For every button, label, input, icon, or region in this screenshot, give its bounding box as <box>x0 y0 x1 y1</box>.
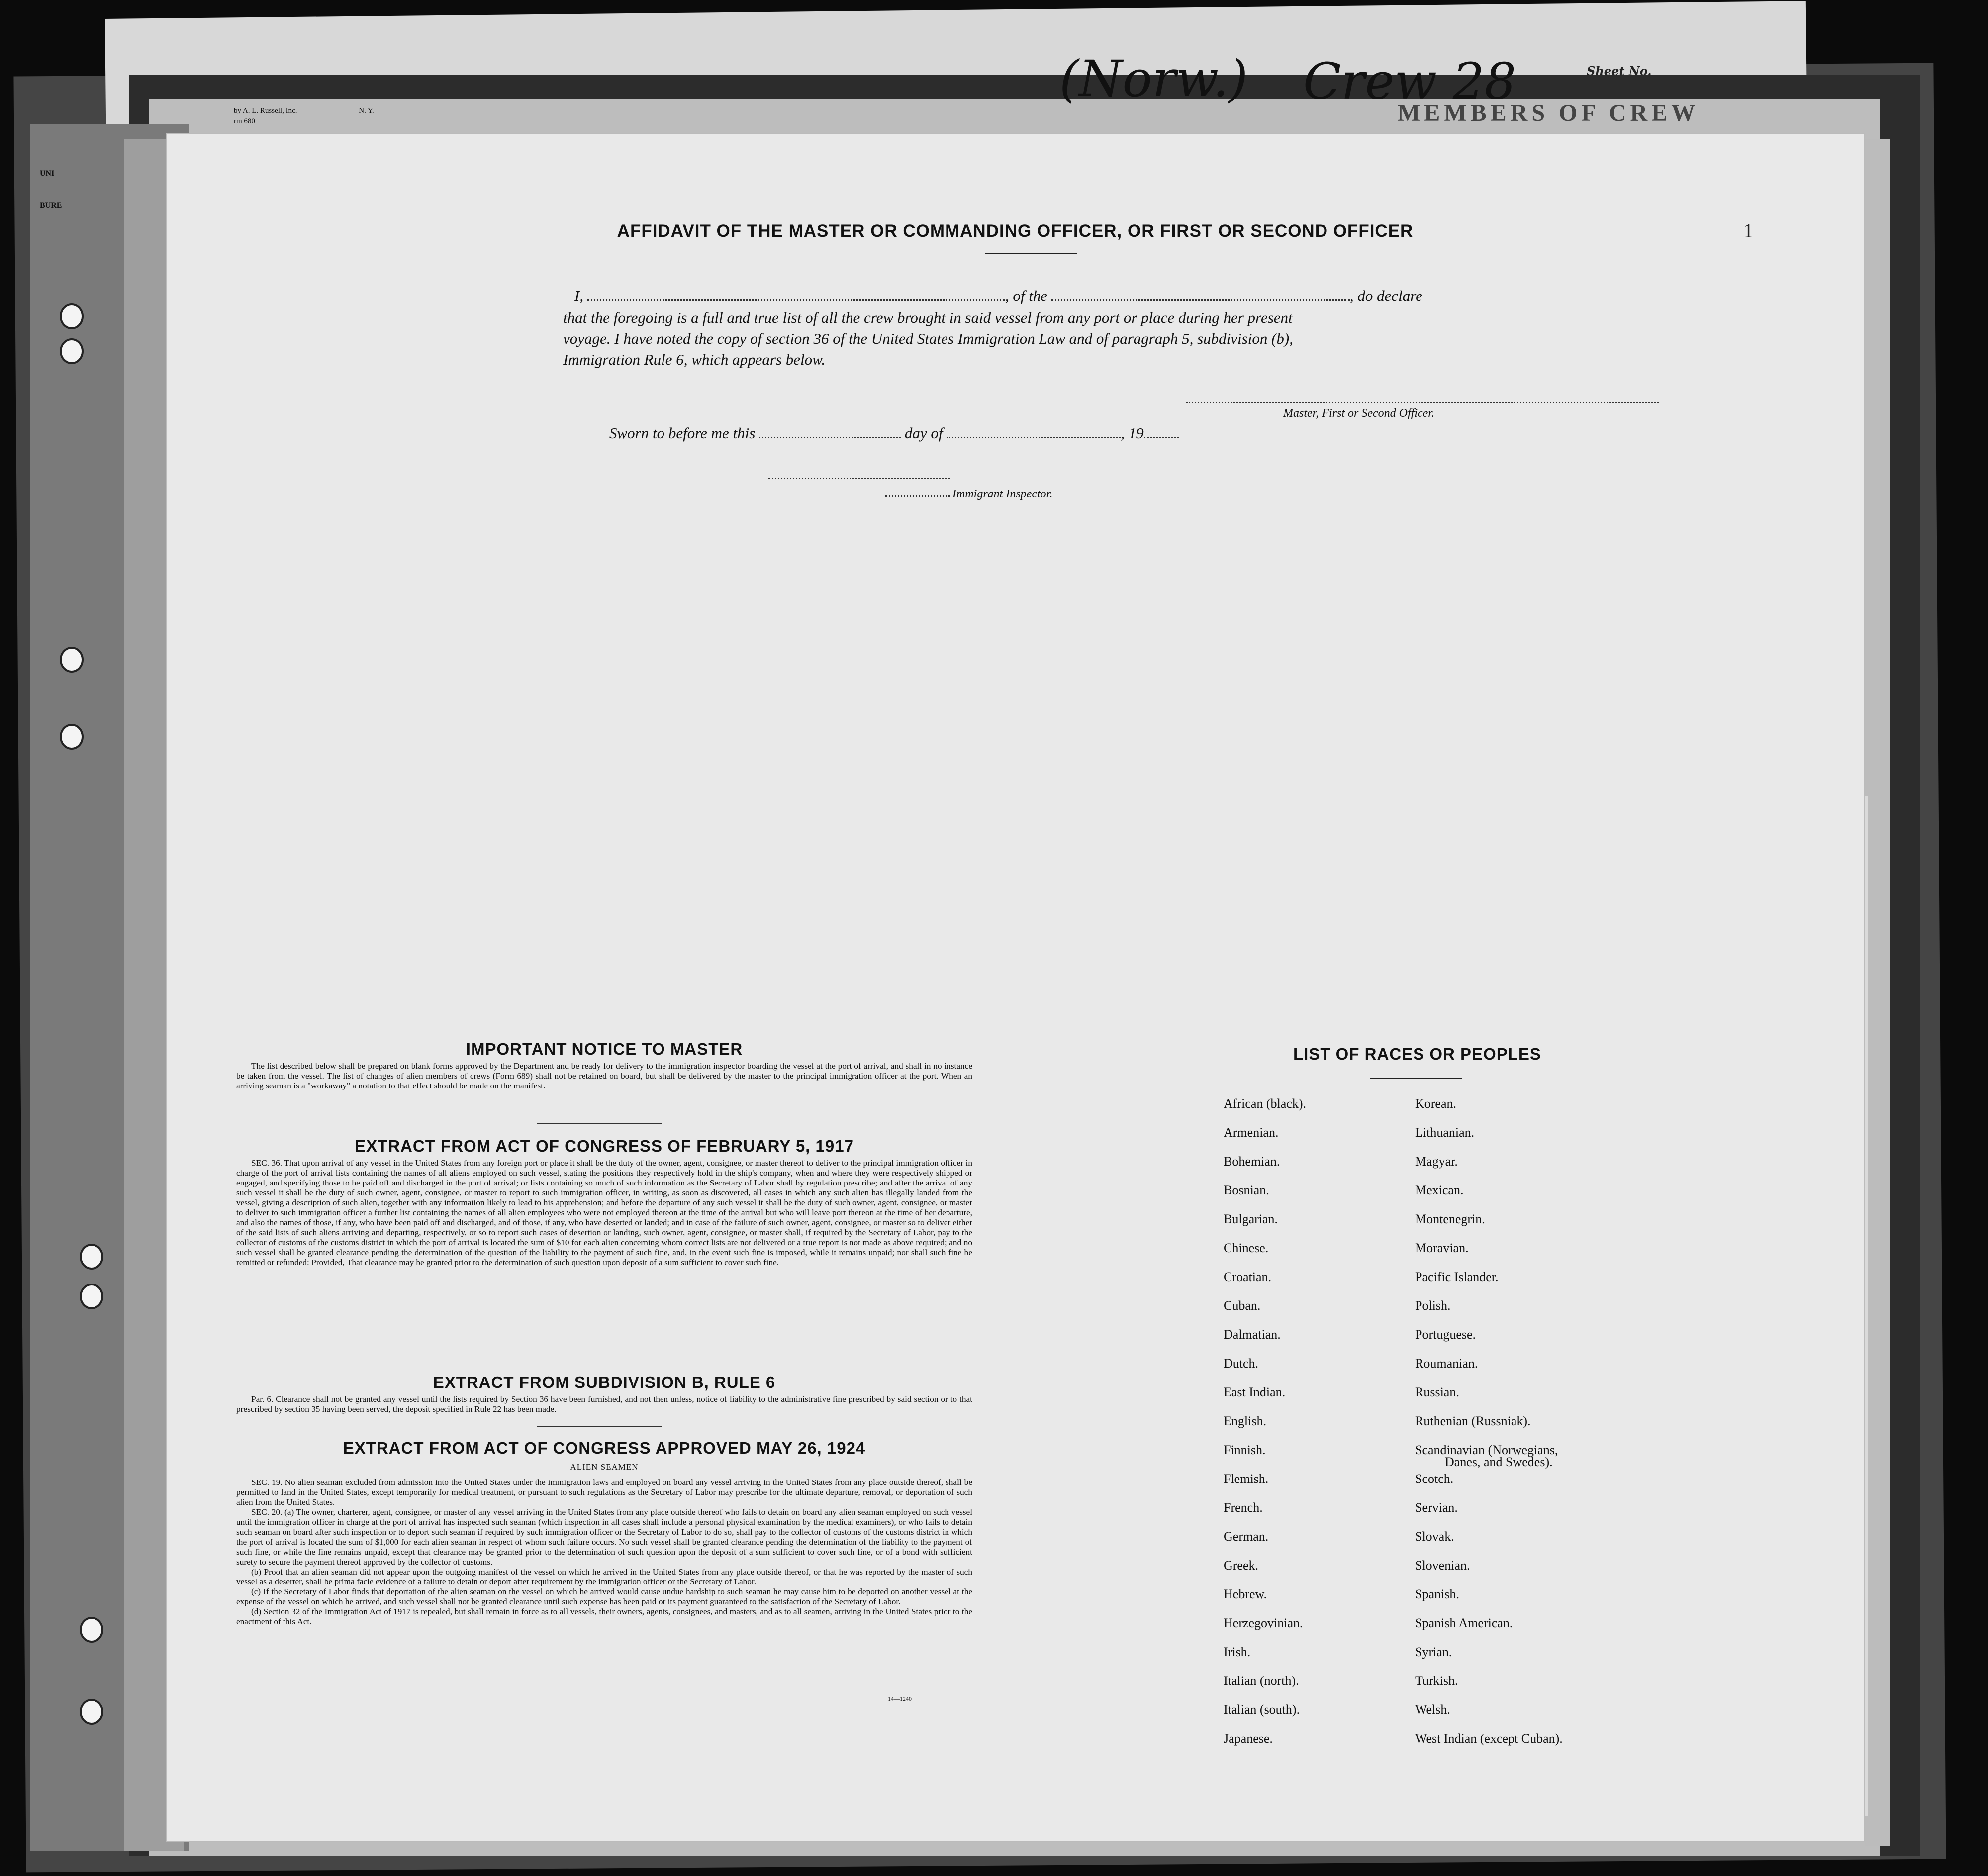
title-rule <box>985 253 1077 254</box>
extract-1917-body <box>236 1158 972 1268</box>
notice-paragraph: The list described below shall be prepared on blank forms approved by the Department and be ready for delivery to the immigration inspector boarding the vessel at the port of arrival, and shall in no instance be taken from the vessel. The list of changes of alien members of crews (Form 689) shall not be retained on board, but shall be delivered by the master to the principal immigration officer at the port. When an arriving seaman is a "workaway" a notation to that effect should be made on the manifest. <box>236 1061 972 1090</box>
sworn-year-blank <box>1144 437 1179 438</box>
vessel-prefix: , of the <box>1005 287 1048 304</box>
punch-hole <box>60 338 84 364</box>
race-entry: Irish. <box>1224 1645 1251 1659</box>
race-entry: Korean. <box>1415 1096 1457 1111</box>
notice-title: IMPORTANT NOTICE TO MASTER <box>466 1040 743 1058</box>
sworn-day-blank <box>759 437 901 438</box>
signature-caption: Master, First or Second Officer. <box>1283 407 1434 420</box>
extract-1924-body <box>236 1478 972 1627</box>
race-entry: Montenegrin. <box>1415 1212 1485 1226</box>
extract-rule6-paragraph: Par. 6. Clearance shall not be granted any vessel until the lists required by Section 36 have been furnished, and not then unless, notice of liability to the administrative fine prescribed by said section or to that prescribed by section 35 having been served, the deposit specified in Rule 22 has been made. <box>236 1394 972 1414</box>
alien-seamen-subtitle: ALIEN SEAMEN <box>570 1462 639 1472</box>
section-divider <box>537 1426 662 1427</box>
handwritten-crew-count: Crew 28 <box>1303 52 1516 110</box>
affidavit-title: AFFIDAVIT OF THE MASTER OR COMMANDING OFFICER, OR FIRST OR SECOND OFFICER <box>617 221 1414 241</box>
race-entry: Chinese. <box>1224 1241 1269 1255</box>
left-tab-text-1: UNI <box>40 169 55 178</box>
extract-rule6-title: EXTRACT FROM SUBDIVISION B, RULE 6 <box>433 1373 776 1391</box>
sheet-no-label: Sheet No. <box>1587 64 1652 78</box>
race-entry: Spanish. <box>1415 1587 1459 1601</box>
right-edge-sheet <box>1865 139 1890 1846</box>
extract-rule6-body <box>236 1394 972 1414</box>
punch-hole <box>60 647 84 673</box>
extract-1917-paragraph: SEC. 36. That upon arrival of any vessel in the United States from any foreign port or place it shall be the duty of the owner, agent, consignee, or master thereof to deliver to the principal immigration officer in charge of the port of arrival lists containing the names of all aliens employed on such vessel, stating the positions they respectively hold in the ship's company, when and where they were respectively shipped or engaged, and specifying those to be paid off and discharged in the port of arrival; or lists containing so much of such information as the Secretary of Labor shall by regulation prescribe; and after the arrival of any such vessel it shall be the duty of such owner, agent, consignee, or master to report to such immigration officer, in writing, as soon as discovered, all cases in which any such alien has illegally landed from the vessel, giving a description of such alien, together with any information likely to lead to his apprehension; and before the departure of any such vessel it shall be the duty of such owner, agent, consignee, or master to deliver to such immigration officer a further list containing the names of all alien employees who were not employed thereon at the time of the arrival but who will leave port thereon at the time of her departure, and also the names of those, if any, who have been paid off and discharged, and of those, if any, who have deserted or landed; and in case of the failure of such owner, agent, consignee, or master so to deliver either of the said lists of such aliens arriving and departing, respectively, or so to report such cases of desertion or landing, such owner, agent, consignee, or master shall, if required by the Secretary of Labor, pay to the collector of customs of the customs district in which the port of arrival is located the sum of $10 for each alien concerning whom correct lists are not delivered or a true report is not made as above required; and no such vessel shall be granted clearance pending the determination of the question of the liability to the payment of such fine, and, in the event such fine is imposed, while it remains unpaid; nor shall such fine be remitted or refunded: Provided, That clearance may be granted prior to the determination of such question upon deposit of a sum sufficient to cover such fine. <box>236 1158 972 1267</box>
race-entry: Spanish American. <box>1415 1616 1513 1630</box>
inspector-signature-blank <box>768 478 950 479</box>
race-entry: West Indian (except Cuban). <box>1415 1731 1563 1746</box>
declaration-line-1 <box>574 286 1669 306</box>
left-tab-text-2: BURE <box>40 201 62 210</box>
races-title-rule <box>1370 1078 1462 1079</box>
sworn-month-blank <box>947 437 1121 438</box>
printer-line-1: by A. L. Russell, Inc. <box>234 107 297 115</box>
inspector-caption: Immigrant Inspector. <box>952 488 1053 500</box>
punch-hole <box>80 1699 103 1725</box>
extract-1924-sec20c: (c) If the Secretary of Labor finds that deportation of the alien seaman on the vessel on which he arrived would cause undue hardship to such seaman he may cause him to be deported on another vessel at the expense of the vessel on which he arrived, and such vessel shall not be granted clearance until such expense has been paid or its payment guaranteed to the satisfaction of the Secretary of Labor. <box>236 1587 972 1606</box>
section-divider <box>537 1123 662 1124</box>
affidavit-form <box>167 134 1864 1841</box>
race-entry: Greek. <box>1224 1558 1259 1573</box>
race-entry: Italian (north). <box>1224 1674 1299 1688</box>
race-entry: Scandinavian (Norwegians, <box>1415 1443 1558 1457</box>
race-entry: Slovenian. <box>1415 1558 1470 1573</box>
punch-hole <box>80 1244 103 1270</box>
race-entry: Ruthenian (Russniak). <box>1415 1414 1531 1428</box>
handwritten-nationality: (Norw.) <box>1059 50 1248 108</box>
race-entry: Welsh. <box>1415 1702 1450 1717</box>
extract-1924-sec20b: (b) Proof that an alien seaman did not appear upon the outgoing manifest of the vessel on which he arrived in the United States from any place outside thereof, or that he was reported by the master of such vessel as a deserter, shall be prima facie evidence of a failure to detain or deport after requirement by the immigration officer or the Secretary of Labor. <box>236 1567 972 1586</box>
vessel-name-blank <box>1051 299 1350 301</box>
declarant-name-blank <box>587 299 1005 301</box>
race-entry: Bohemian. <box>1224 1154 1280 1169</box>
race-entry: French. <box>1224 1500 1263 1515</box>
race-entry: Dalmatian. <box>1224 1327 1281 1342</box>
extract-1924-sec20a: SEC. 20. (a) The owner, charterer, agent, consignee, or master of any vessel arriving in the United States from any place outside thereof who fails to detain on board any alien seaman employed on such vessel until the immigration officer in charge at the port of arrival has inspected such seaman (which inspection in all cases shall include a personal physical examination by the medical examiners), or who fails to detain such seaman on board after such inspection or to deport such seaman if required by such immigration officer or the Secretary of Labor to do so, shall pay to the collector of customs of the customs district in which the port of arrival is located the sum of $1,000 for each alien seaman in respect of whom such failure occurs. No such vessel shall be granted clearance pending the determination of the liability to the payment of such fine, or while the fine remains unpaid, except that clearance may be granted prior to the determination of such question upon the deposit of a sum sufficient to cover such fine, or of a bond with sufficient surety to secure the payment thereof approved by the collector of customs. <box>236 1507 972 1567</box>
race-entry: Danes, and Swedes). <box>1445 1455 1553 1469</box>
race-entry: Dutch. <box>1224 1356 1259 1371</box>
race-entry: Russian. <box>1415 1385 1459 1399</box>
race-entry: Slovak. <box>1415 1529 1454 1544</box>
declaration-line-2: that the foregoing is a full and true list of all the crew brought in said vessel from any port or place during her present <box>563 309 1293 326</box>
race-entry: Flemish. <box>1224 1472 1269 1486</box>
race-entry: Roumanian. <box>1415 1356 1478 1371</box>
race-entry: Italian (south). <box>1224 1702 1300 1717</box>
race-entry: Polish. <box>1415 1298 1451 1313</box>
race-entry: Portuguese. <box>1415 1327 1476 1342</box>
sworn-line <box>609 423 1179 444</box>
notice-body <box>236 1061 972 1091</box>
race-entry: Hebrew. <box>1224 1587 1267 1601</box>
race-entry: Finnish. <box>1224 1443 1266 1457</box>
printer-credit <box>234 107 374 115</box>
form-code: 14—1240 <box>888 1695 912 1702</box>
sworn-prefix: Sworn to before me this <box>609 424 756 442</box>
extract-1924-sec20d: (d) Section 32 of the Immigration Act of 1917 is repealed, but shall remain in force as to all vessels, their owners, agents, consignees, and masters, and as to all seamen, arriving in the United States prior to the enactment of this Act. <box>236 1607 972 1626</box>
extract-1924-title: EXTRACT FROM ACT OF CONGRESS APPROVED MAY 26, 1924 <box>343 1439 866 1457</box>
race-entry: Scotch. <box>1415 1472 1454 1486</box>
extract-1924-sec19: SEC. 19. No alien seaman excluded from admission into the United States under the immigration laws and employed on board any vessel arriving in the United States from any place outside thereof, shall be permitted to land in the United States, except temporarily for medical treatment, or pursuant to such regulations as the Secretary of Labor may prescribe for the ultimate departure, removal, or deportation of such alien from the United States. <box>236 1478 972 1507</box>
punch-hole <box>60 724 84 750</box>
declaration-line-4: Immigration Rule 6, which appears below. <box>563 351 826 368</box>
punch-hole <box>80 1617 103 1643</box>
declaration-line-3: voyage. I have noted the copy of section 36 of the United States Immigration Law and of paragraph 5, subdivision (b), <box>563 330 1293 347</box>
race-entry: Turkish. <box>1415 1674 1458 1688</box>
inspector-signature-blank-2 <box>885 495 950 497</box>
race-entry: English. <box>1224 1414 1266 1428</box>
race-entry: Magyar. <box>1415 1154 1458 1169</box>
race-entry: German. <box>1224 1529 1269 1544</box>
extract-1917-title: EXTRACT FROM ACT OF CONGRESS OF FEBRUARY 5, 1917 <box>355 1137 854 1155</box>
races-title: LIST OF RACES OR PEOPLES <box>1293 1045 1541 1063</box>
printer-line-2: N. Y. <box>359 107 374 115</box>
page-mark: 1 <box>1743 219 1753 242</box>
race-entry: Croatian. <box>1224 1270 1272 1284</box>
race-entry: Bosnian. <box>1224 1183 1269 1197</box>
printer-form-line: rm 680 <box>234 117 255 125</box>
sworn-day-of: day of <box>904 424 943 442</box>
race-entry: Japanese. <box>1224 1731 1273 1746</box>
race-entry: Bulgarian. <box>1224 1212 1278 1226</box>
race-entry: Moravian. <box>1415 1241 1469 1255</box>
race-entry: Pacific Islander. <box>1415 1270 1499 1284</box>
ghost-header-text: MEMBERS OF CREW <box>1398 100 1700 126</box>
race-entry: Armenian. <box>1224 1125 1279 1140</box>
race-entry: Lithuanian. <box>1415 1125 1475 1140</box>
declarant-prefix: I, <box>574 287 584 304</box>
race-entry: Servian. <box>1415 1500 1458 1515</box>
race-entry: Herzegovinian. <box>1224 1616 1303 1630</box>
declare-text: , do declare <box>1349 287 1422 304</box>
race-entry: African (black). <box>1224 1096 1307 1111</box>
sworn-year-prefix: , 19 <box>1121 424 1144 442</box>
race-entry: Mexican. <box>1415 1183 1464 1197</box>
race-entry: Cuban. <box>1224 1298 1261 1313</box>
punch-hole <box>80 1284 103 1309</box>
race-entry: Syrian. <box>1415 1645 1452 1659</box>
punch-hole <box>60 303 84 329</box>
signature-blank <box>1186 402 1659 403</box>
race-entry: East Indian. <box>1224 1385 1286 1399</box>
